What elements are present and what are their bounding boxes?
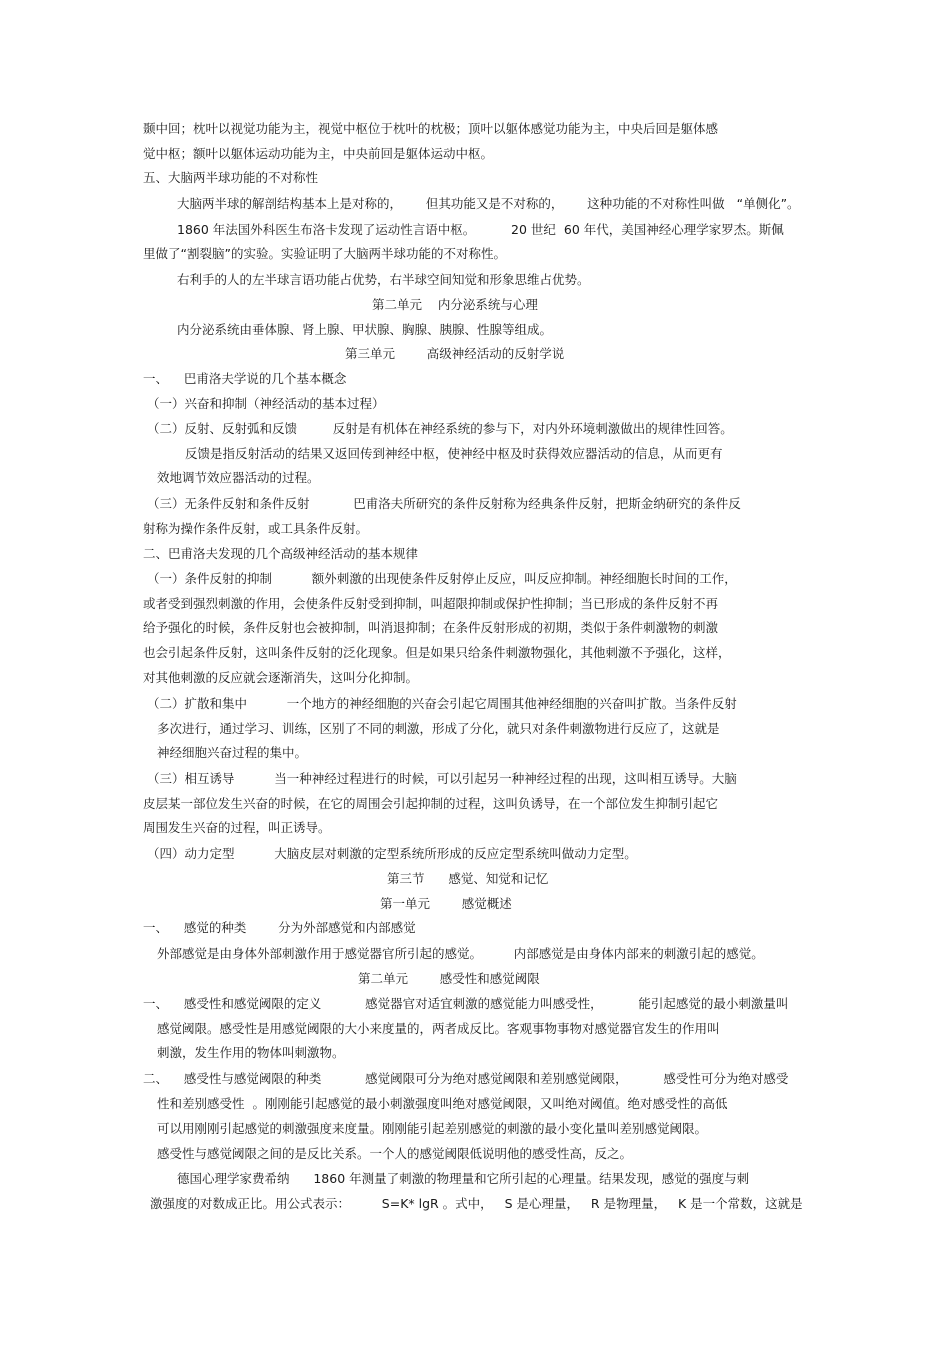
text-line: 1860 年法国外科医生布洛卡发现了运动性言语中枢。 20 世纪 60 年代，美国神经心理学家罗杰。斯佩 bbox=[177, 222, 784, 237]
text-line: 效地调节效应器活动的过程。 bbox=[157, 470, 320, 485]
text-line: 多次进行，通过学习、训练，区别了不同的刺激，形成了分化，就只对条件刺激物进行反应了，这就是 bbox=[157, 721, 720, 736]
text-line: 德国心理学家费希纳 1860 年测量了刺激的物理量和它所引起的心理量。结果发现，感觉的强度与刺 bbox=[177, 1171, 750, 1186]
text-line: 周围发生兴奋的过程，叫正诱导。 bbox=[143, 820, 331, 835]
text-line: （四）动力定型 大脑皮层对刺激的定型系统所形成的反应定型系统叫做动力定型。 bbox=[147, 846, 637, 861]
unit-heading: 第二单元 内分泌系统与心理 bbox=[372, 297, 538, 312]
section-heading: 二、巴甫洛夫发现的几个高级神经活动的基本规律 bbox=[143, 546, 419, 561]
text-line: 皮层某一部位发生兴奋的时候，在它的周围会引起抑制的过程，这叫负诱导，在一个部位发生抑制引起它 bbox=[143, 796, 719, 811]
text-line: （三）相互诱导 当一种神经过程进行的时候，可以引起另一种神经过程的出现，这叫相互诱导。大脑 bbox=[147, 771, 737, 786]
text-line: 神经细胞兴奋过程的集中。 bbox=[157, 745, 308, 760]
text-line: 性和差别感受性 。刚刚能引起感觉的最小刺激强度叫绝对感觉阈限，又叫绝对阈值。绝对感受性的高低 bbox=[157, 1096, 728, 1111]
text-line: 一、 感觉的种类 分为外部感觉和内部感觉 bbox=[143, 920, 416, 935]
text-line: 感受性与感觉阈限之间的是反比关系。一个人的感觉阈限低说明他的感受性高，反之。 bbox=[157, 1146, 633, 1161]
section-heading: 第三节 感觉、知觉和记忆 bbox=[387, 871, 549, 886]
section-heading: 五、大脑两半球功能的不对称性 bbox=[143, 170, 319, 185]
text-line: 外部感觉是由身体外部刺激作用于感觉器官所引起的感觉。 内部感觉是由身体内部来的刺激引起的感觉。 bbox=[157, 946, 764, 961]
section-heading: 一、 巴甫洛夫学说的几个基本概念 bbox=[143, 371, 347, 386]
text-line: 也会引起条件反射，这叫条件反射的泛化现象。但是如果只给条件刺激物强化，其他刺激不予强化，这样， bbox=[143, 645, 731, 660]
unit-heading: 第一单元 感觉概述 bbox=[380, 896, 512, 911]
text-line: 反馈是指反射活动的结果又返回传到神经中枢，使神经中枢及时获得效应器活动的信息，从而更有 bbox=[185, 446, 723, 461]
text-line: 或者受到强烈刺激的作用，会使条件反射受到抑制，叫超限抑制或保护性抑制；当已形成的条件反射不再 bbox=[143, 596, 719, 611]
text-line: 右利手的人的左半球言语功能占优势，右半球空间知觉和形象思维占优势。 bbox=[177, 272, 590, 287]
text-line: 可以用刚刚引起感觉的刺激强度来度量。刚刚能引起差别感觉的刺激的最小变化量叫差别感觉阈限。 bbox=[157, 1121, 708, 1136]
text-line: 对其他刺激的反应就会逐渐消失，这叫分化抑制。 bbox=[143, 670, 419, 685]
text-line: 射称为操作条件反射，或工具条件反射。 bbox=[143, 521, 369, 536]
text-line: 二、 感受性与感觉阈限的种类 感觉阈限可分为绝对感觉阈限和差别感觉阈限， 感受性可分为绝对感受 bbox=[143, 1071, 789, 1086]
text-line: 大脑两半球的解剖结构基本上是对称的， 但其功能又是不对称的， 这种功能的不对称性叫做 “单侧化”。 bbox=[177, 196, 800, 211]
text-line: 里做了“割裂脑”的实验。实验证明了大脑两半球功能的不对称性。 bbox=[143, 246, 506, 261]
text-line: 颞中回；枕叶以视觉功能为主，视觉中枢位于枕叶的枕极；顶叶以躯体感觉功能为主，中央后回是躯体感 bbox=[143, 121, 719, 136]
text-line: （一）条件反射的抑制 额外刺激的出现使条件反射停止反应，叫反应抑制。神经细胞长时间的工作， bbox=[147, 571, 737, 586]
text-line: （三）无条件反射和条件反射 巴甫洛夫所研究的条件反射称为经典条件反射，把斯金纳研究的条件反 bbox=[147, 496, 741, 511]
text-line: （一）兴奋和抑制（神经活动的基本过程） bbox=[147, 396, 385, 411]
text-line: （二）反射、反射弧和反馈 反射是有机体在神经系统的参与下，对内外环境刺激做出的规律性回答。 bbox=[147, 421, 733, 436]
text-line: 觉中枢；额叶以躯体运动功能为主，中央前回是躯体运动中枢。 bbox=[143, 146, 494, 161]
text-line: （二）扩散和集中 一个地方的神经细胞的兴奋会引起它周围其他神经细胞的兴奋叫扩散。当条件反射 bbox=[147, 696, 737, 711]
text-line: 感觉阈限。感受性是用感觉阈限的大小来度量的，两者成反比。客观事物事物对感觉器官发生的作用叫 bbox=[157, 1021, 720, 1036]
text-line: 刺激，发生作用的物体叫刺激物。 bbox=[157, 1045, 345, 1060]
unit-heading: 第二单元 感受性和感觉阈限 bbox=[358, 971, 540, 986]
text-line: 内分泌系统由垂体腺、肾上腺、甲状腺、胸腺、胰腺、性腺等组成。 bbox=[177, 322, 553, 337]
text-line: 给予强化的时候，条件反射也会被抑制，叫消退抑制；在条件反射形成的初期，类似于条件刺激物的刺激 bbox=[143, 620, 719, 635]
unit-heading: 第三单元 高级神经活动的反射学说 bbox=[345, 346, 565, 361]
text-line: 激强度的对数成正比。用公式表示： S=K* lgR 。式中， S 是心理量， R 是物理量， K 是一个常数，这就是 bbox=[150, 1196, 803, 1211]
text-line: 一、 感受性和感觉阈限的定义 感觉器官对适宜刺激的感觉能力叫感受性， 能引起感觉的最小刺激量叫 bbox=[143, 996, 789, 1011]
